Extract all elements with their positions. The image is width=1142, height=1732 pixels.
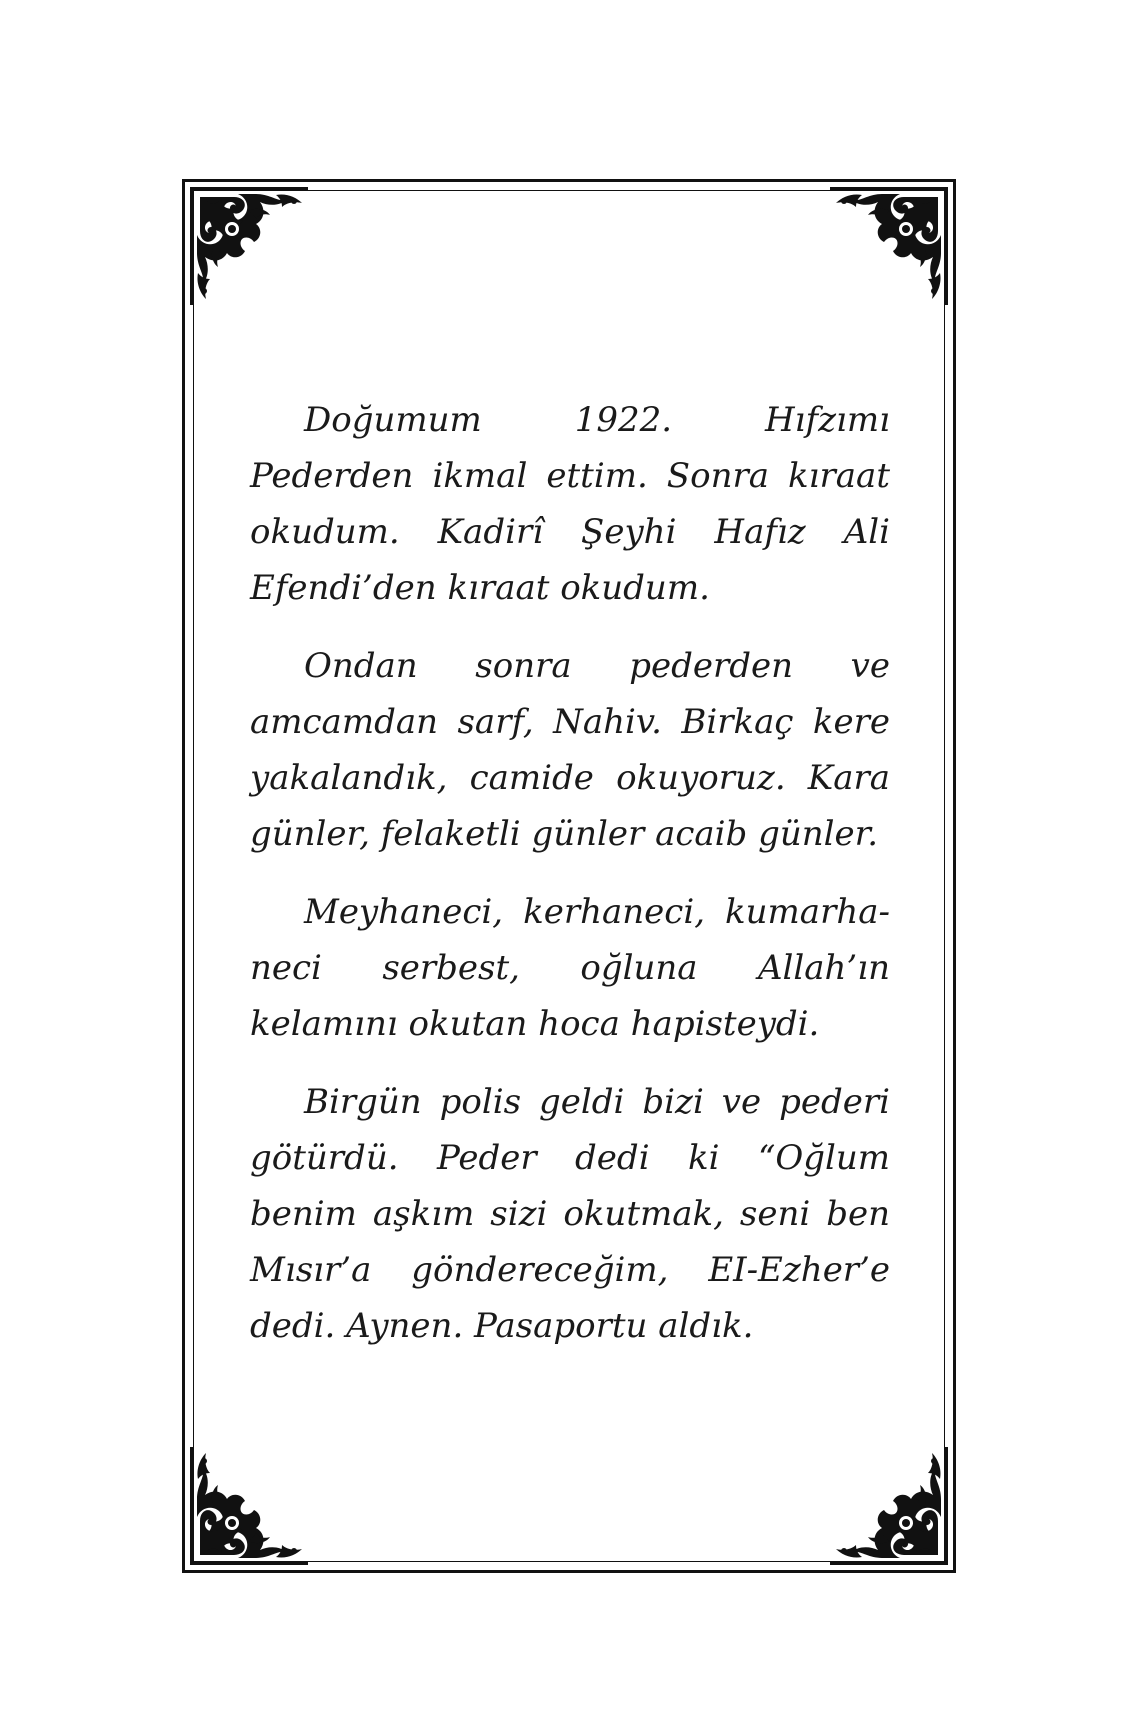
paragraph-1: Doğumum 1922. Hıfzımı Pederden ikmal ettim. Sonra kıraat okudum. Kadirî Şeyhi Hafız Ali Efendi’den kıraat okudum. [250, 400, 890, 608]
paragraph-3: Meyhaneci, kerhaneci, kumarhaneci serbest, oğluna Allah’ın kelamını okutan hoca hapisteydi. [250, 892, 890, 1044]
body-text [250, 392, 890, 1376]
paragraph-2: Ondan sonra pederden ve amcamdan sarf, Nahiv. Birkaç kere yakalandık, camide okuyoruz. Kara günler, felaketli günler acaib günler. [250, 646, 890, 854]
corner-ornament-bottom-left-icon [190, 1447, 308, 1565]
paragraph-4: Birgün polis geldi bizi ve pederi götürdü. Peder dedi ki “Oğlum benim aşkım sizi okutmak, seni ben Mısır’a göndereceğim, EI-Ezher’e dedi. Aynen. Pasaportu aldık. [250, 1082, 890, 1346]
corner-ornament-bottom-right-icon [830, 1447, 948, 1565]
corner-ornament-top-right-icon [830, 187, 948, 305]
corner-ornament-top-left-icon [190, 187, 308, 305]
